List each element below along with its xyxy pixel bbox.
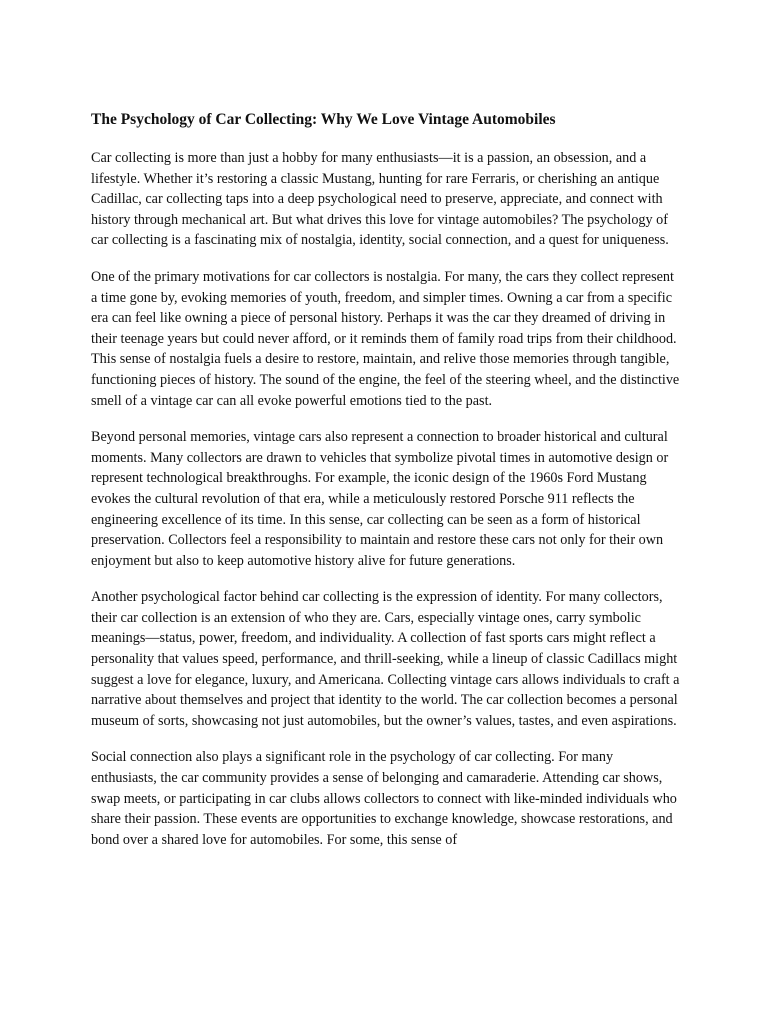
paragraph-history: Beyond personal memories, vintage cars also represent a connection to broader historical and cultural moments. Many collectors are drawn to vehicles that symbolize pivotal times in automotive design or represent technological breakthroughs. For example, the iconic design of the 1960s Ford Mustang evokes the cultural revolution of that era, while a meticulously restored Porsche 911 reflects the engineering excellence of its time. In this sense, car collecting can be seen as a form of historical preservation. Collectors feel a responsibility to maintain and restore these cars not only for their own enjoyment but also to keep automotive history alive for future generations. <box>91 429 669 569</box>
document-body <box>91 110 681 866</box>
paragraph-nostalgia: One of the primary motivations for car collectors is nostalgia. For many, the cars they collect represent a time gone by, evoking memories of youth, freedom, and simpler times. Owning a car from a specific era can feel like owning a piece of personal history. Perhaps it was the car they dreamed of driving in their teenage years but could never afford, or it reminds them of family road trips from their childhood. This sense of nostalgia fuels a desire to restore, maintain, and relive those memories through tangible, functioning pieces of history. The sound of the engine, the feel of the steering wheel, and the distinctive smell of a vintage car can all evoke powerful emotions tied to the past. <box>91 268 680 409</box>
document-title: The Psychology of Car Collecting: Why We Love Vintage Automobiles <box>91 111 556 128</box>
paragraph-identity: Another psychological factor behind car collecting is the expression of identity. For many collectors, their car collection is an extension of who they are. Cars, especially vintage ones, carry symbolic meanings—status, power, freedom, and individuality. A collection of fast sports cars might reflect a personality that values speed, performance, and thrill-seeking, while a lineup of classic Cadillacs might suggest a love for elegance, luxury, and Americana. Collecting vintage cars allows individuals to craft a narrative about themselves and project that identity to the world. The car collection becomes a personal museum of sorts, showcasing not just automobiles, but the owner’s values, tastes, and even aspirations. <box>91 589 680 729</box>
paragraph-intro: Car collecting is more than just a hobby for many enthusiasts—it is a passion, an obsession, and a lifestyle. Whether it’s restoring a classic Mustang, hunting for rare Ferraris, or cherishing an antique Cadillac, car collecting taps into a deep psychological need to preserve, appreciate, and connect with history through mechanical art. But what drives this love for vintage automobiles? The psychology of car collecting is a fascinating mix of nostalgia, identity, social connection, and a quest for uniqueness. <box>91 150 669 249</box>
paragraph-social: Social connection also plays a significant role in the psychology of car collecting. For many enthusiasts, the car community provides a sense of belonging and camaraderie. Attending car shows, swap meets, or participating in car clubs allows collectors to connect with like-minded individuals who share their passion. These events are opportunities to exchange knowledge, showcase restorations, and bond over a shared love for automobiles. For some, this sense of <box>91 749 677 848</box>
